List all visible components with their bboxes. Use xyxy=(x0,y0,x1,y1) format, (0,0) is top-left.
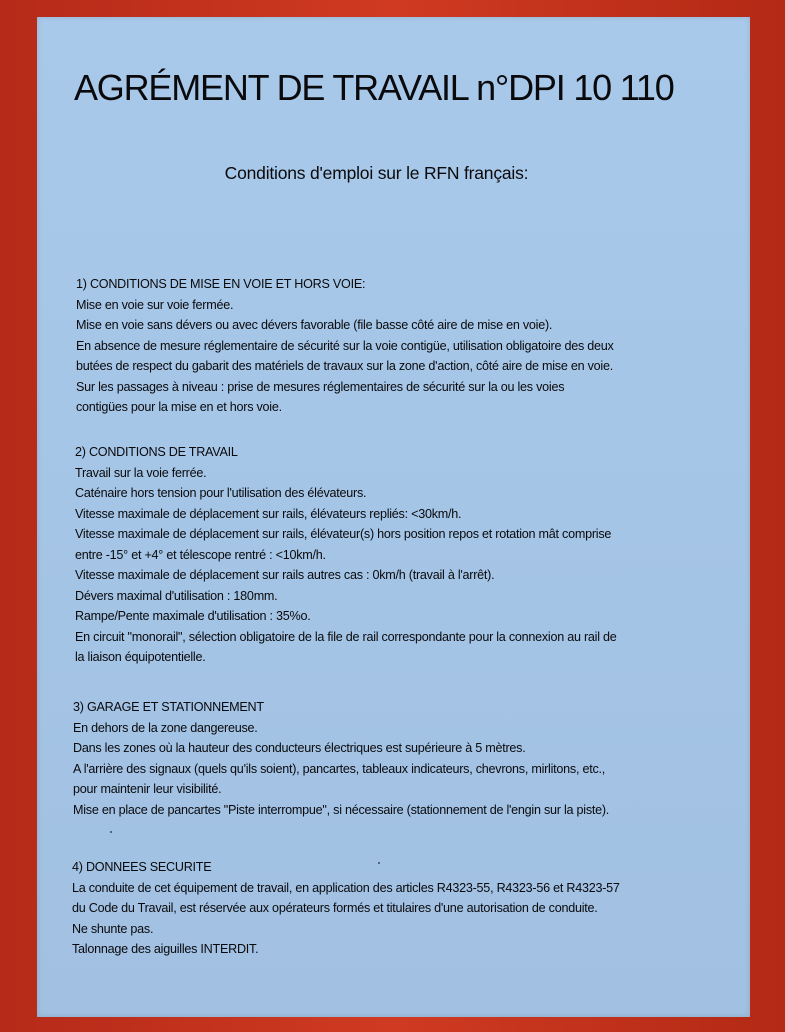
section-line: Mise en voie sur voie fermée. xyxy=(76,297,234,312)
section-line: Dévers maximal d'utilisation : 180mm. xyxy=(75,588,278,603)
section-line: Sur les passages à niveau : prise de mesures réglementaires de sécurité sur la ou les voies xyxy=(76,379,565,394)
section-heading: 4) DONNEES SECURITE xyxy=(72,860,212,874)
section-line: entre -15° et +4° et télescope rentré : <10km/h. xyxy=(75,547,326,562)
section-line: Ne shunte pas. xyxy=(72,921,154,936)
section-line: Vitesse maximale de déplacement sur rails, élévateur(s) hors position repos et rotation mât comprise xyxy=(75,527,612,541)
sign-title: AGRÉMENT DE TRAVAIL n°DPI 10 110 xyxy=(74,67,674,108)
section-line: contigües pour la mise en et hors voie. xyxy=(76,400,282,414)
section-heading: 3) GARAGE ET STATIONNEMENT xyxy=(73,700,264,714)
section-line: En absence de mesure réglementaire de sécurité sur la voie contigüe, utilisation obligatoire des deux xyxy=(76,338,614,353)
section-line: Talonnage des aiguilles INTERDIT. xyxy=(72,942,259,956)
surface-speck xyxy=(110,831,112,833)
section-line: Dans les zones où la hauteur des conducteurs électriques est supérieure à 5 mètres. xyxy=(73,741,526,755)
section-line: la liaison équipotentielle. xyxy=(75,650,206,664)
section-line: Vitesse maximale de déplacement sur rails, élévateurs repliés: <30km/h. xyxy=(75,506,462,521)
section-line: Travail sur la voie ferrée. xyxy=(75,465,207,480)
section-line: La conduite de cet équipement de travail, en application des articles R4323-55, R4323-56 et R4323-57 xyxy=(72,880,620,895)
section-heading: 1) CONDITIONS DE MISE EN VOIE ET HORS VOIE: xyxy=(76,277,366,291)
sign-subtitle: Conditions d'emploi sur le RFN français: xyxy=(224,163,529,183)
section-line: A l'arrière des signaux (quels qu'ils soient), pancartes, tableaux indicateurs, chevrons, mirlitons, etc., xyxy=(73,761,606,776)
section-garage-stationnement xyxy=(73,697,713,820)
section-conditions-travail xyxy=(75,442,715,668)
section-line: En circuit "monorail", sélection obligatoire de la file de rail correspondante pour la connexion au rail de xyxy=(75,629,617,644)
section-line: butées de respect du gabarit des matériels de travaux sur la zone d'action, côté aire de mise en voie. xyxy=(76,359,613,373)
section-donnees-securite xyxy=(72,857,712,960)
section-heading: 2) CONDITIONS DE TRAVAIL xyxy=(75,445,238,459)
section-line: pour maintenir leur visibilité. xyxy=(73,782,222,796)
section-line: Rampe/Pente maximale d'utilisation : 35%o. xyxy=(75,609,311,623)
section-line: Mise en place de pancartes "Piste interrompue", si nécessaire (stationnement de l'engin sur la piste). xyxy=(73,802,610,817)
sign-panel xyxy=(37,17,750,1017)
section-mise-en-voie xyxy=(76,274,716,418)
section-line: Mise en voie sans dévers ou avec dévers favorable (file basse côté aire de mise en voie). xyxy=(76,318,553,332)
section-line: du Code du Travail, est réservée aux opérateurs formés et titulaires d'une autorisation de conduite. xyxy=(72,901,598,915)
surface-speck xyxy=(378,862,380,864)
section-line: Caténaire hors tension pour l'utilisation des élévateurs. xyxy=(75,486,367,500)
section-line: Vitesse maximale de déplacement sur rails autres cas : 0km/h (travail à l'arrêt). xyxy=(75,568,495,582)
section-line: En dehors de la zone dangereuse. xyxy=(73,720,258,735)
